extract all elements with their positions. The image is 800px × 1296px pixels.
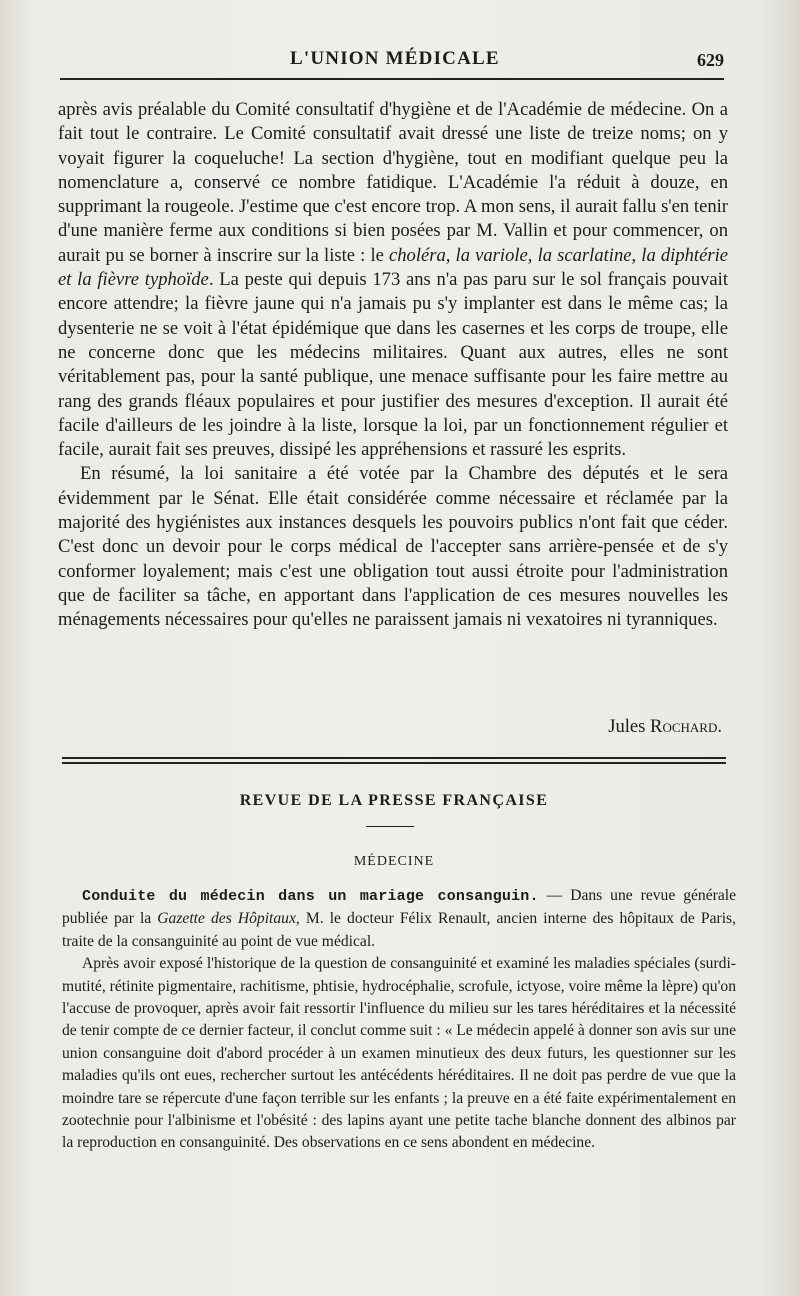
- review-paragraph: [62, 885, 736, 953]
- article-paragraph: En résumé, la loi sanitaire a été votée par la Chambre des députés et le sera évidemment par le Sénat. Elle était considérée comme nécessaire et réclamée par la majorité des hygiénistes aux instances desquels les pouvoirs publics n'ont fait que céder. C'est donc un devoir pour le corps médical de l'accepter sans arrière-pensée et de s'y conformer loyalement; mais c'est une obligation tout aussi étroite pour l'administration que de faciliter sa tâche, en apportant dans l'application de ces mesures nouvelles les ménagements nécessaires pour qu'elles ne paraissent jamais ni vexatoires ni tyranniques.: [58, 463, 728, 631]
- review-paragraph: Après avoir exposé l'historique de la question de consanguinité et examiné les maladies spéciales (surdi-mutité, rétinite pigmentaire, rachitisme, phtisie, hydrocéphalie, scrofule, ictyose, voire même la lèpre) qu'on l'accuse de provoquer, après avoir fait ressortir l'influence du milieu sur les tares héréditaires et la nécessité de tenir compte de ce dernier facteur, il conclut comme suit : « Le médecin appelé à donner son avis sur une union consanguine doit d'abord procéder à un examen minutieux des deux futurs, les questionner sur les maladies qu'ils ont eues, rechercher surtout les antécédents héréditaires. Il ne doit pas perdre de vue que la moindre tare se répercute d'une façon terrible sur les enfants ; la preuve en a été faite expérimentalement en zootechnie pour l'albinisme et l'obésité : des lapins ayant une petite tache blanche donnent des albinos par la reproduction en consanguinité. Des observations en ce sens abondent en médecine.: [62, 955, 736, 1152]
- article-body: [58, 98, 728, 633]
- running-title: L'UNION MÉDICALE: [290, 48, 500, 69]
- disease-list-italic: choléra, la variole, la scarlatine, la diphtérie et la fièvre typhoïde: [58, 244, 728, 291]
- author-last-name: Rochard.: [650, 716, 722, 737]
- review-intro: , M. le docteur Félix Renault, ancien interne des hôpitaux de Paris, traite de la consanguinité au point de vue médical.: [62, 910, 736, 950]
- subsection-title: MÉDECINE: [353, 854, 435, 869]
- author-signature: [608, 716, 722, 738]
- section-divider-top: [62, 757, 726, 759]
- review-intro: — Dans une revue générale publiée par la: [62, 887, 736, 928]
- section-title-rule: [366, 826, 414, 827]
- page-header: [60, 46, 724, 78]
- journal-name: Gazette des Hôpitaux: [157, 910, 296, 928]
- article-paragraph: [58, 98, 728, 462]
- header-rule: [60, 78, 724, 80]
- review-body: [62, 885, 736, 1155]
- section-title: REVUE DE LA PRESSE FRANÇAISE: [239, 792, 549, 809]
- section-divider-bottom: [62, 762, 726, 764]
- author-first-name: Jules: [608, 716, 651, 737]
- paragraph-text: après avis préalable du Comité consultatif d'hygiène et de l'Académie de médecine. On a fait tout le contraire. Le Comité consultatif avait dressé une liste de treize noms; on y voyait figurer la coqueluche! La section d'hygiène, tout en modifiant quelque peu la nomenclature a, conservé ce nombre fatidique. L'Académie l'a réduit à douze, en supprimant la rougeole. J'estime que c'est encore trop. A mon sens, il aurait fallu s'en tenir d'une manière ferme aux conditions si bien posées par M. Vallin et pour commencer, on aurait pu se borner à inscrire sur la liste : le: [58, 99, 728, 266]
- paragraph-text: . La peste qui depuis 173 ans n'a pas paru sur le sol français pouvait encore attendre; la fièvre jaune qui n'a jamais pu s'y implanter est dans le même cas; la dysenterie ne se voit à l'état épidémique que dans les casernes et les corps de troupe, elle ne concerne donc que les médecins militaires. Quant aux autres, elles ne sont véritablement pas, pour la santé publique, une menace suffisante pour les faire mettre au rang des grands fléaux populaires et pour justifier des mesures d'exception. Il aurait été facile d'ailleurs de les joindre à la liste, lorsque la loi, par un fonctionnement régulier et facile, aurait fait ses preuves, dissipé les appréhensions et rassuré les esprits.: [58, 269, 728, 461]
- page-number: 629: [697, 50, 724, 70]
- review-heading: Conduite du médecin dans un mariage consanguin.: [82, 888, 539, 905]
